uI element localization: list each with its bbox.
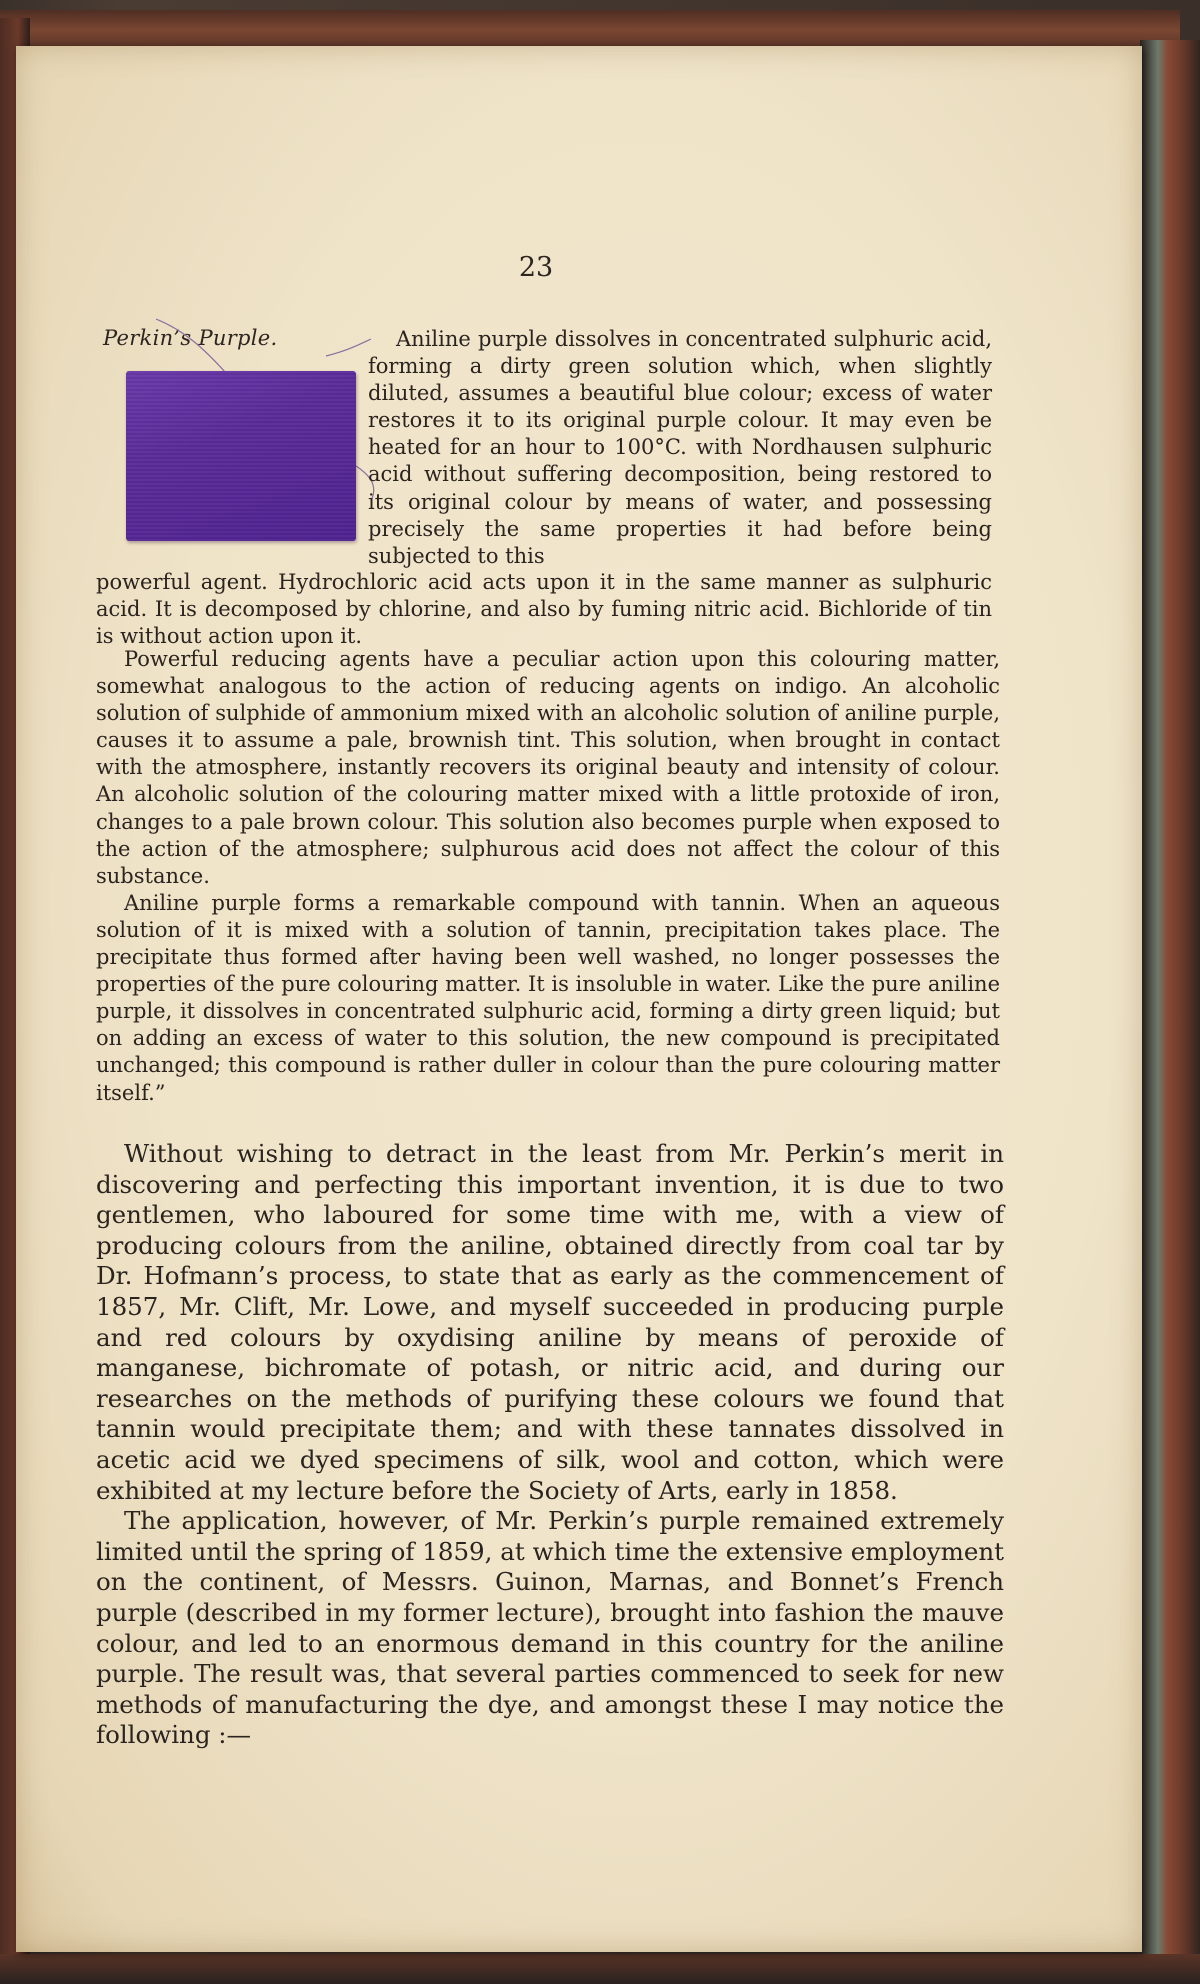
specimen-caption: Perkin’s Purple.	[103, 326, 278, 350]
book-cover-top-edge	[0, 10, 1180, 50]
book-page	[16, 46, 1142, 1952]
quote-paragraph-3: Aniline purple forms a remarkable compound with tannin. When an aqueous solution of it is mixed with a solution of tannin, precipitation takes place. The precipitate thus formed after having been well washed, no longer possesses the properties of the pure colouring matter. It is insoluble in water. Like the pure aniline purple, it dissolves in concentrated sulphuric acid, forming a dirty green liquid; but on adding an excess of water to this solution, the new compound is precipitated unchanged; this compound is rather duller in colour than the pure colouring matter itself.”	[96, 890, 1000, 1105]
quote-paragraph-1-continued: powerful agent. Hydrochloric acid acts upon it in the same manner as sulphuric acid. It is decomposed by chlorine, and also by fuming nitric acid. Bichloride of tin is without action upon it.	[96, 570, 992, 649]
page-number: 23	[518, 252, 554, 283]
book-cover-right-edge	[1140, 40, 1200, 1960]
body-paragraph-2: The application, however, of Mr. Perkin’s purple remained extremely limited until the spring of 1859, at which time the extensive employment on the continent, of Messrs. Guinon, Marnas, and Bonnet’s French purple (described in my former lecture), brought into fashion the mauve colour, and led to an enormous demand in this country for the aniline purple. The result was, that several parties commenced to seek for new methods of manufacturing the dye, and amongst these I may notice the following :—	[96, 1506, 1004, 1750]
body-paragraph-1: Without wishing to detract in the least from Mr. Perkin’s merit in discovering and perfecting this important invention, it is due to two gentlemen, who laboured for some time with me, with a view of producing colours from the aniline, obtained directly from coal tar by Dr. Hofmann’s process, to state that as early as the commencement of 1857, Mr. Clift, Mr. Lowe, and myself succeeded in producing purple and red colours by oxydising aniline by means of peroxide of manganese, bichromate of potash, or nitric acid, and during our researches on the methods of purifying these colours we found that tannin would precipitate them; and with these tannates dissolved in acetic acid we dyed specimens of silk, wool and cotton, which were exhibited at my lecture before the Society of Arts, early in 1858.	[96, 1139, 1004, 1505]
quote-paragraph-2: Powerful reducing agents have a peculiar action upon this colouring matter, somewhat analogous to the action of reducing agents on indigo. An alcoholic solution of sulphide of ammonium mixed with an alcoholic solution of aniline purple, causes it to assume a pale, brownish tint. This solution, when brought in contact with the atmosphere, instantly recovers its original beauty and intensity of colour. An alcoholic solution of the colouring matter mixed with a little protoxide of iron, changes to a pale brown colour. This solution also becomes purple when exposed to the action of the atmosphere; sulphurous acid does not affect the colour of this substance.	[96, 647, 1000, 888]
fabric-swatch	[126, 371, 356, 541]
quote-paragraph-1-wrapped: Aniline purple dissolves in concentrated sulphuric acid, forming a dirty green solution which, when slightly diluted, assumes a beautiful blue colour; excess of water restores it to its original purple colour. It may even be heated for an hour to 100°C. with Nordhausen sulphuric acid without suffering decomposition, being restored to its original colour by means of water, and possessing precisely the same properties it had before being subjected to this	[368, 327, 992, 568]
body-block	[96, 1139, 1004, 1751]
quote-block	[96, 646, 1000, 1107]
book-cover-bottom-edge	[0, 1954, 1200, 1984]
